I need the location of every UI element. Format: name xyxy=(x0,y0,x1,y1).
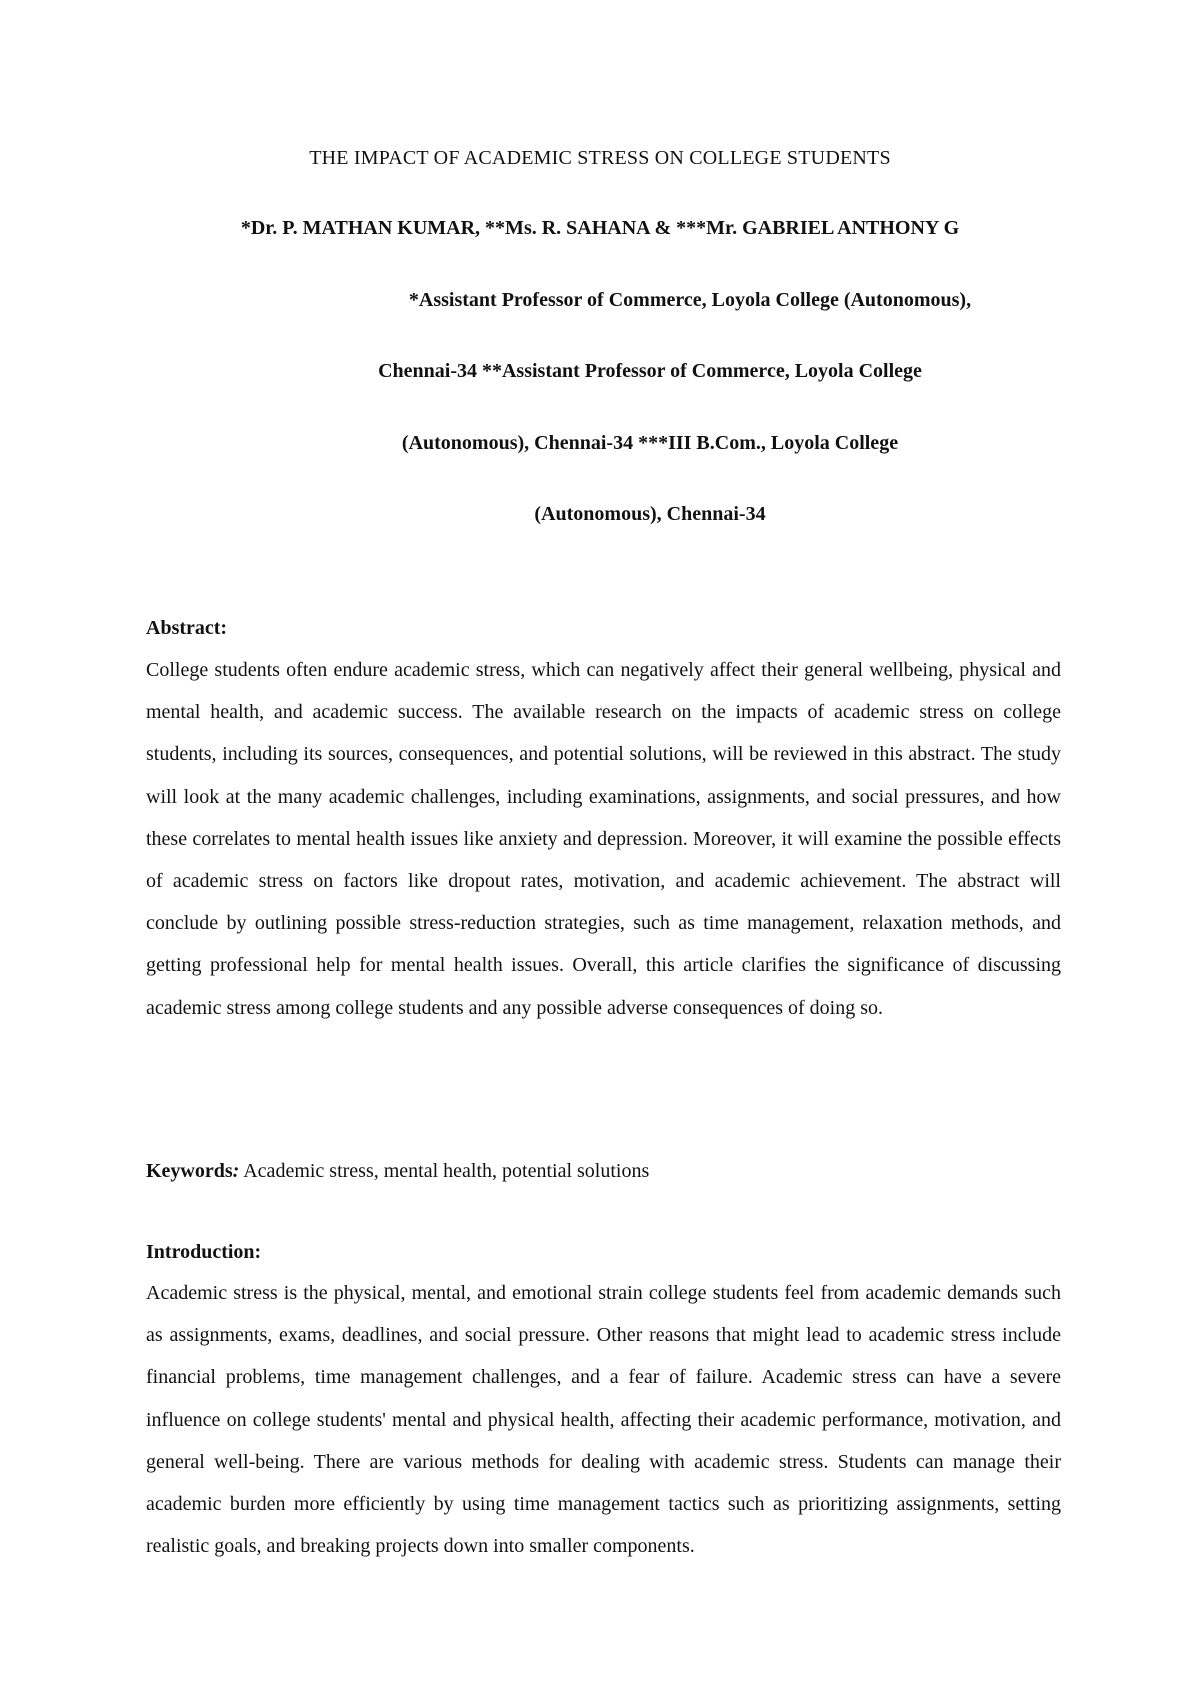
affiliation-line-3: (Autonomous), Chennai-34 ***III B.Com., Loyola College xyxy=(401,432,899,454)
affiliation-line-1: *Assistant Professor of Commerce, Loyola College (Autonomous), xyxy=(408,289,972,311)
keywords-label: Keywords xyxy=(146,1160,233,1182)
author-list: *Dr. P. MATHAN KUMAR, **Ms. R. SAHANA & ***Mr. GABRIEL ANTHONY G xyxy=(240,217,960,239)
abstract-heading: Abstract: xyxy=(146,617,228,639)
paper-title: THE IMPACT OF ACADEMIC STRESS ON COLLEGE STUDENTS xyxy=(309,147,891,169)
keywords-colon: : xyxy=(232,1160,240,1182)
affiliation-line-2: Chennai-34 **Assistant Professor of Commerce, Loyola College xyxy=(378,360,922,382)
abstract-text: College students often endure academic stress, which can negatively affect their general wellbeing, physical and mental health, and academic success. The available research on the impacts of academic stress on college students, including its sources, consequences, and potential solutions, will be reviewed in this abstract. The study will look at the many academic challenges, including examinations, assignments, and social pressures, and how these correlates to mental health issues like anxiety and depression. Moreover, it will examine the possible effects of academic stress on factors like dropout rates, motivation, and academic achievement. The abstract will conclude by outlining possible stress-reduction strategies, such as time management, relaxation methods, and getting professional help for mental health issues. Overall, this article clarifies the significance of discussing academic stress among college students and any possible adverse consequences of doing so. xyxy=(146,659,1061,1019)
keywords-text: Academic stress, mental health, potential solutions xyxy=(239,1160,650,1182)
introduction-heading: Introduction: xyxy=(146,1241,262,1263)
affiliation-line-4: (Autonomous), Chennai-34 xyxy=(534,503,766,525)
keywords-line xyxy=(146,1159,1061,1183)
introduction-text: Academic stress is the physical, mental, and emotional strain college students feel from academic demands such as assignments, exams, deadlines, and social pressure. Other reasons that might lead to academic stress include financial problems, time management challenges, and a fear of failure. Academic stress can have a severe influence on college students' mental and physical health, affecting their academic performance, motivation, and general well-being. There are various methods for dealing with academic stress. Students can manage their academic burden more efficiently by using time management tactics such as prioritizing assignments, setting realistic goals, and breaking projects down into smaller components. xyxy=(146,1282,1061,1558)
